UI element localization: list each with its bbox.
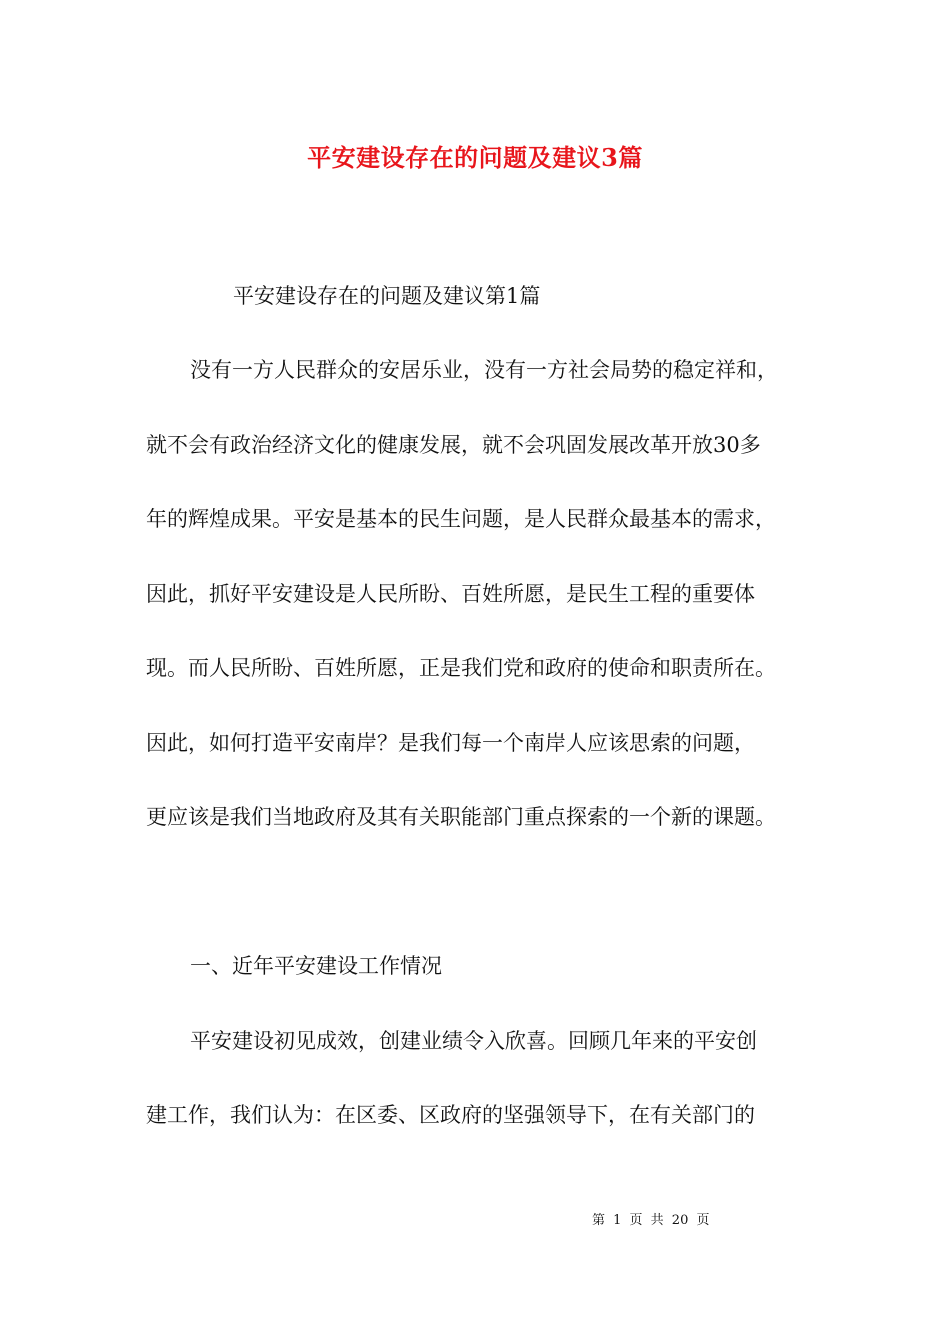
paragraph-line: 因此，抓好平安建设是人民所盼、百姓所愿，是民生工程的重要体: [146, 582, 755, 606]
page-footer: 第 1 页 共 20 页: [592, 1213, 710, 1228]
paragraph-line: 建工作，我们认为：在区委、区政府的坚强领导下，在有关部门的: [146, 1103, 755, 1127]
paragraph-line: 平安建设初见成效，创建业绩令入欣喜。回顾几年来的平安创: [190, 1029, 757, 1053]
section-subtitle: 平安建设存在的问题及建议第1篇: [233, 284, 541, 308]
document-title: 平安建设存在的问题及建议3篇: [307, 143, 643, 172]
paragraph-line: 年的辉煌成果。平安是基本的民生问题，是人民群众最基本的需求，: [146, 507, 776, 531]
paragraph-line: 更应该是我们当地政府及其有关职能部门重点探索的一个新的课题。: [146, 805, 776, 829]
section-heading: 一、近年平安建设工作情况: [190, 954, 442, 978]
paragraph-line: 因此，如何打造平安南岸？是我们每一个南岸人应该思索的问题，: [146, 731, 755, 755]
paragraph-line: 就不会有政治经济文化的健康发展，就不会巩固发展改革开放30多: [146, 433, 761, 457]
paragraph-line: 现。而人民所盼、百姓所愿，正是我们党和政府的使命和职责所在。: [146, 656, 776, 680]
paragraph-line: 没有一方人民群众的安居乐业，没有一方社会局势的稳定祥和，: [190, 358, 778, 382]
